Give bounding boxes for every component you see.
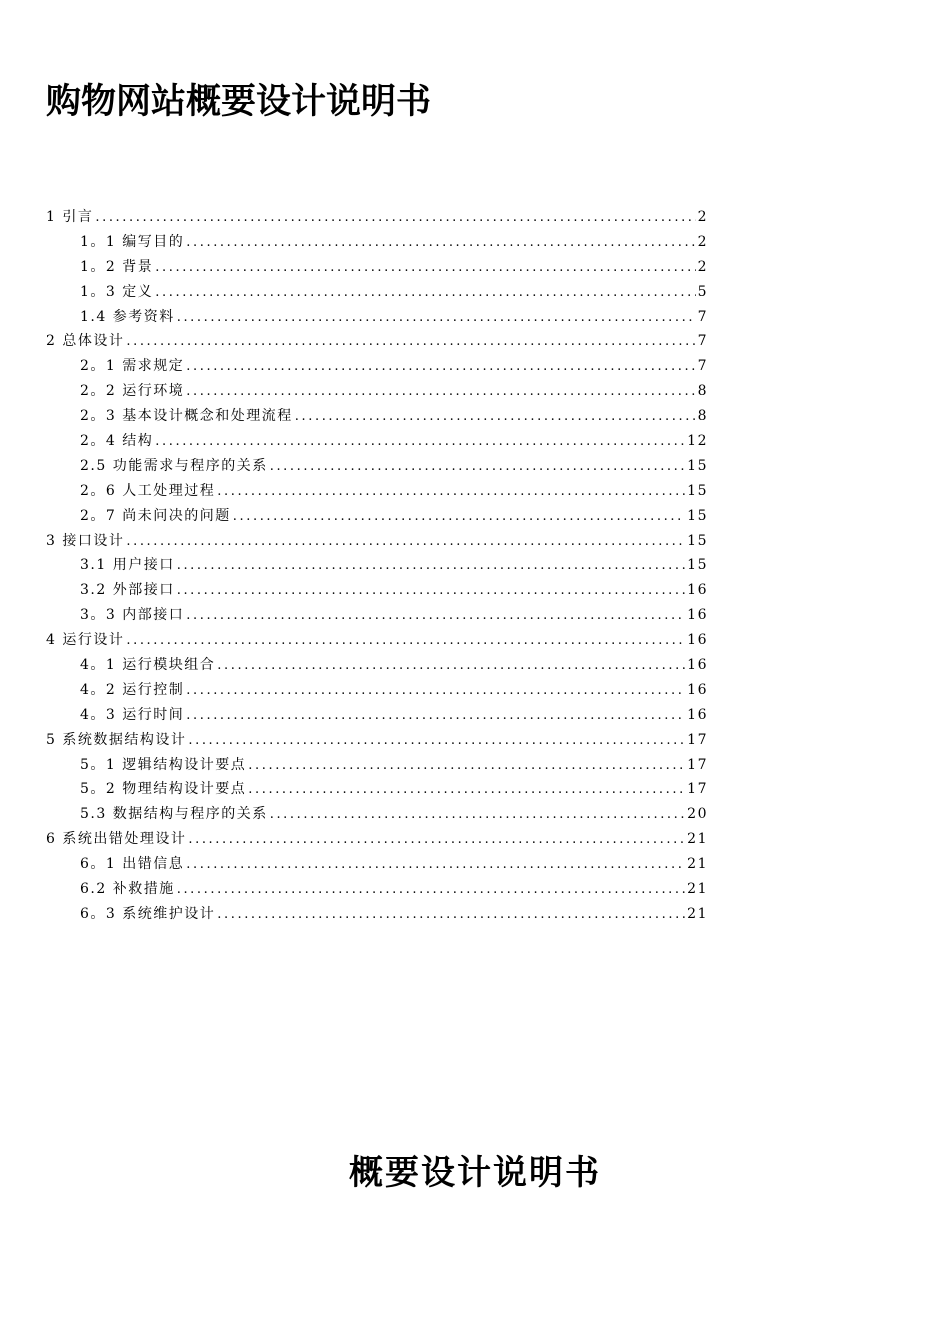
toc-entry[interactable]	[46, 628, 708, 653]
toc-entry-page-number: 2	[697, 258, 708, 275]
toc-dot-leader	[217, 654, 685, 679]
toc-entry-page-number: 15	[687, 507, 708, 524]
toc-entry-title: 2。7 尚未问决的问题	[80, 507, 231, 524]
toc-entry-page-number: 16	[687, 632, 708, 649]
toc-entry[interactable]	[46, 827, 708, 852]
toc-dot-leader	[186, 380, 695, 405]
toc-entry-page-number: 12	[687, 433, 708, 450]
toc-entry[interactable]	[46, 329, 708, 354]
toc-entry[interactable]	[46, 877, 708, 902]
toc-dot-leader	[155, 281, 695, 306]
toc-entry[interactable]	[46, 255, 708, 280]
toc-entry-page-number: 15	[687, 557, 708, 574]
toc-entry-title: 6。3 系统维护设计	[80, 905, 216, 922]
toc-entry-page-number: 16	[687, 706, 708, 723]
toc-entry-title: 4 运行设计	[46, 632, 125, 649]
toc-entry-title: 5.3 数据结构与程序的关系	[80, 806, 268, 823]
toc-dot-leader	[186, 679, 685, 704]
toc-entry-page-number: 16	[687, 657, 708, 674]
toc-entry[interactable]	[46, 678, 708, 703]
toc-dot-leader	[295, 405, 696, 430]
toc-entry[interactable]	[46, 703, 708, 728]
toc-entry[interactable]	[46, 852, 708, 877]
toc-entry[interactable]	[46, 429, 708, 454]
toc-entry[interactable]	[46, 728, 708, 753]
toc-entry-page-number: 15	[687, 482, 708, 499]
toc-dot-leader	[177, 306, 696, 331]
toc-entry-page-number: 21	[687, 905, 708, 922]
toc-entry[interactable]	[46, 603, 708, 628]
toc-dot-leader	[186, 355, 695, 380]
toc-entry[interactable]	[46, 653, 708, 678]
toc-entry-title: 5。1 逻辑结构设计要点	[80, 756, 247, 773]
toc-entry-title: 4。2 运行控制	[80, 681, 185, 698]
toc-entry-page-number: 7	[697, 333, 708, 350]
toc-entry-page-number: 7	[697, 308, 708, 325]
toc-entry[interactable]	[46, 553, 708, 578]
toc-entry-title: 5。2 物理结构设计要点	[80, 781, 247, 798]
toc-entry-title: 2。6 人工处理过程	[80, 482, 216, 499]
toc-entry-title: 3 接口设计	[46, 532, 125, 549]
toc-dot-leader	[248, 754, 685, 779]
toc-entry[interactable]	[46, 230, 708, 255]
toc-entry[interactable]	[46, 479, 708, 504]
toc-entry-page-number: 16	[687, 582, 708, 599]
toc-entry-title: 3。3 内部接口	[80, 607, 185, 624]
toc-dot-leader	[186, 704, 685, 729]
toc-entry-title: 1.4 参考资料	[80, 308, 175, 325]
toc-dot-leader	[126, 629, 685, 654]
toc-dot-leader	[177, 579, 685, 604]
toc-dot-leader	[248, 778, 685, 803]
toc-entry-title: 5 系统数据结构设计	[46, 731, 187, 748]
toc-dot-leader	[95, 206, 695, 231]
toc-entry-page-number: 15	[687, 532, 708, 549]
toc-entry-page-number: 21	[687, 881, 708, 898]
table-of-contents	[46, 205, 708, 927]
toc-entry-title: 1。2 背景	[80, 258, 154, 275]
toc-dot-leader	[155, 430, 685, 455]
toc-entry-title: 2。2 运行环境	[80, 383, 185, 400]
toc-entry-title: 4。1 运行模块组合	[80, 657, 216, 674]
toc-entry[interactable]	[46, 454, 708, 479]
toc-entry-page-number: 16	[687, 607, 708, 624]
toc-entry[interactable]	[46, 777, 708, 802]
toc-entry[interactable]	[46, 404, 708, 429]
toc-dot-leader	[188, 729, 685, 754]
toc-entry[interactable]	[46, 354, 708, 379]
toc-entry[interactable]	[46, 902, 708, 927]
toc-entry-title: 3.2 外部接口	[80, 582, 175, 599]
toc-dot-leader	[155, 256, 695, 281]
toc-entry-title: 2。4 结构	[80, 433, 154, 450]
toc-entry[interactable]	[46, 578, 708, 603]
toc-entry-page-number: 8	[697, 408, 708, 425]
toc-entry-title: 1。1 编写目的	[80, 233, 185, 250]
toc-dot-leader	[186, 231, 695, 256]
toc-entry[interactable]	[46, 753, 708, 778]
toc-dot-leader	[217, 903, 685, 928]
toc-dot-leader	[233, 505, 685, 530]
toc-dot-leader	[186, 604, 685, 629]
document-title: 购物网站概要设计说明书	[46, 82, 432, 122]
toc-entry-page-number: 21	[687, 856, 708, 873]
toc-entry-title: 1 引言	[46, 209, 94, 225]
toc-entry-title: 6.2 补救措施	[80, 881, 175, 898]
toc-dot-leader	[270, 803, 685, 828]
toc-entry-page-number: 21	[687, 831, 708, 848]
toc-entry-page-number: 2	[697, 209, 708, 225]
toc-entry-page-number: 8	[697, 383, 708, 400]
toc-entry-page-number: 7	[697, 358, 708, 375]
toc-entry-page-number: 16	[687, 681, 708, 698]
toc-entry-title: 3.1 用户接口	[80, 557, 175, 574]
toc-entry-page-number: 17	[687, 756, 708, 773]
toc-entry[interactable]	[46, 305, 708, 330]
toc-dot-leader	[126, 330, 695, 355]
toc-entry[interactable]	[46, 529, 708, 554]
toc-dot-leader	[177, 554, 685, 579]
toc-entry[interactable]	[46, 379, 708, 404]
toc-entry-title: 6 系统出错处理设计	[46, 831, 187, 848]
toc-entry-title: 2。3 基本设计概念和处理流程	[80, 408, 293, 425]
toc-entry-title: 4。3 运行时间	[80, 706, 185, 723]
toc-entry-title: 6。1 出错信息	[80, 856, 185, 873]
toc-entry[interactable]	[46, 205, 708, 230]
toc-entry-page-number: 2	[697, 233, 708, 250]
toc-dot-leader	[188, 828, 685, 853]
toc-dot-leader	[217, 480, 685, 505]
section-heading: 概要设计说明书	[349, 1153, 601, 1193]
toc-dot-leader	[186, 853, 685, 878]
toc-entry[interactable]	[46, 504, 708, 529]
toc-entry-page-number: 17	[687, 781, 708, 798]
toc-entry-page-number: 5	[697, 283, 708, 300]
toc-entry-title: 2 总体设计	[46, 333, 125, 350]
toc-entry-title: 1。3 定义	[80, 283, 154, 300]
toc-entry-page-number: 15	[687, 457, 708, 474]
toc-dot-leader	[270, 455, 685, 480]
toc-entry-title: 2.5 功能需求与程序的关系	[80, 457, 268, 474]
toc-entry-page-number: 20	[687, 806, 708, 823]
toc-entry-title: 2。1 需求规定	[80, 358, 185, 375]
toc-dot-leader	[177, 878, 685, 903]
toc-entry-page-number: 17	[687, 731, 708, 748]
toc-dot-leader	[126, 530, 685, 555]
toc-entry[interactable]	[46, 280, 708, 305]
toc-entry[interactable]	[46, 802, 708, 827]
